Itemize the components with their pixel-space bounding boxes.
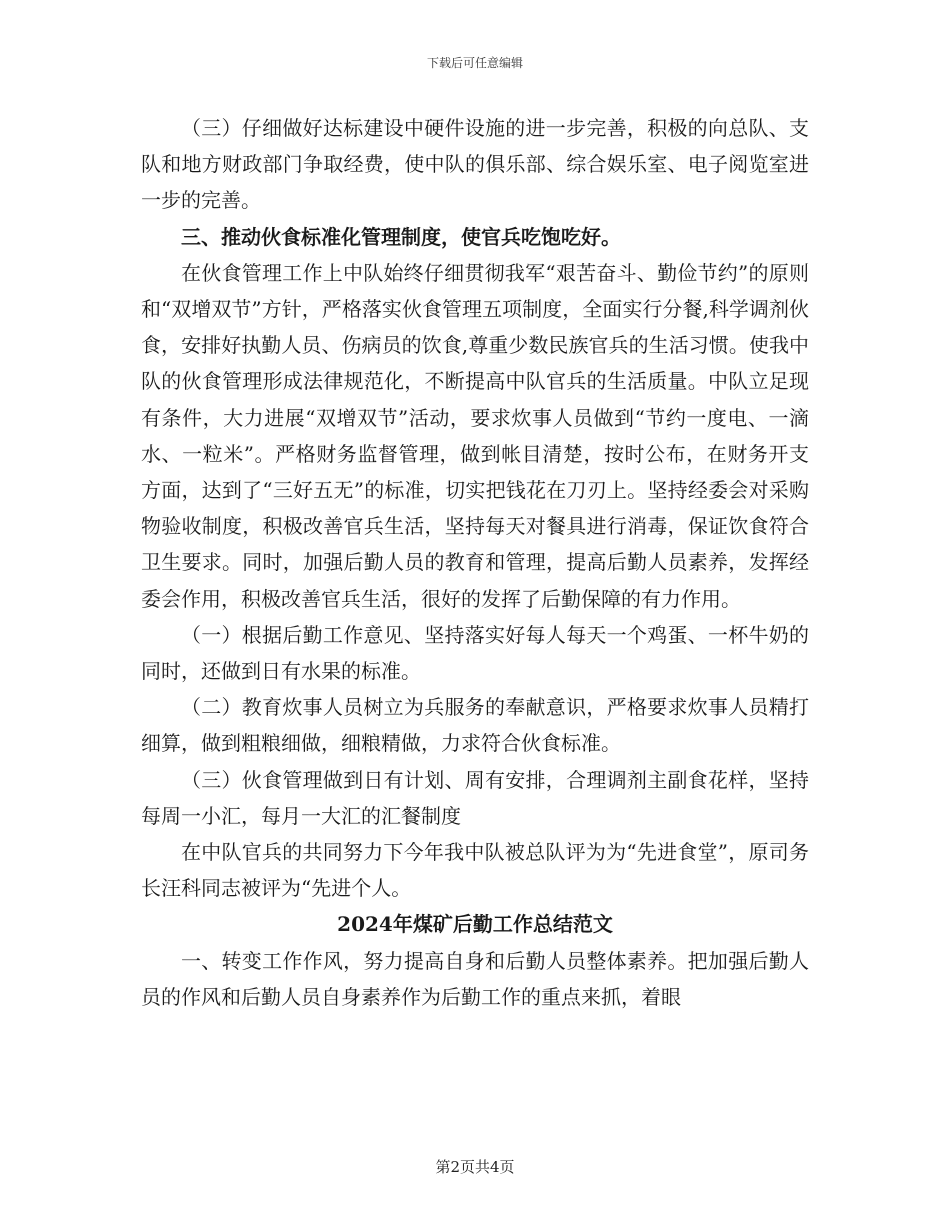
page-header: 下载后可任意编辑 (426, 56, 523, 70)
section-heading-catering: 三、推动伙食标准化管理制度，使官兵吃饱吃好。 (181, 224, 621, 249)
paragraph-item-three: （三）伙食管理做到日有计划、周有安排，合理调剂主副食花样，坚持每周一小汇，每月一大汇的汇餐制度 (141, 767, 809, 828)
paragraph-catering-management: 在伙食管理工作上中队始终仔细贯彻我军“艰苦奋斗、勤俭节约”的原则和“双增双节”方针，严格落实伙食管理五项制度，全面实行分餐,科学调剂伙食，安排好执勤人员、伤病员的饮食,尊重少数民族官兵的生活习惯。使我中队的伙食管理形成法律规范化，不断提高中队官兵的生活质量。中队立足现有条件，大力进展“双增双节”活动，要求炊事人员做到“节约一度电、一滴水、一粒米”。严格财务监督管理，做到帐目清楚，按时公布，在财务开支方面，达到了“三好五无”的标准，切实把钱花在刀刃上。坚持经委会对采购物验收制度，积极改善官兵生活，坚持每天对餐具进行消毒，保证饮食符合卫生要求。同时，加强后勤人员的教育和管理，提高后勤人员素养，发挥经委会作用，积极改善官兵生活，很好的发挥了后勤保障的有力作用。 (141, 260, 809, 611)
paragraph-hardware: （三）仔细做好达标建设中硬件设施的进一步完善，积极的向总队、支队和地方财政部门争取经费，使中队的俱乐部、综合娱乐室、电子阅览室进一步的完善。 (141, 116, 809, 213)
document-body (141, 110, 809, 1015)
document-title: 2024年煤矿后勤工作总结范文 (337, 912, 613, 937)
paragraph-work-style: 一、转变工作作风，努力提高自身和后勤人员整体素养。把加强后勤人员的作风和后勤人员自身素养作为后勤工作的重点来抓，着眼 (141, 948, 809, 1009)
paragraph-awards: 在中队官兵的共同努力下今年我中队被总队评为为“先进食堂”，原司务长汪科同志被评为“先进个人。 (141, 840, 809, 901)
paragraph-item-two: （二）教育炊事人员树立为兵服务的奉献意识，严格要求炊事人员精打细算，做到粗粮细做，细粮精做，力求符合伙食标准。 (141, 695, 809, 756)
paragraph-item-one: （一）根据后勤工作意见、坚持落实好每人每天一个鸡蛋、一杯牛奶的同时，还做到日有水果的标准。 (141, 622, 809, 684)
page-footer: 第2页共4页 (435, 1158, 515, 1176)
